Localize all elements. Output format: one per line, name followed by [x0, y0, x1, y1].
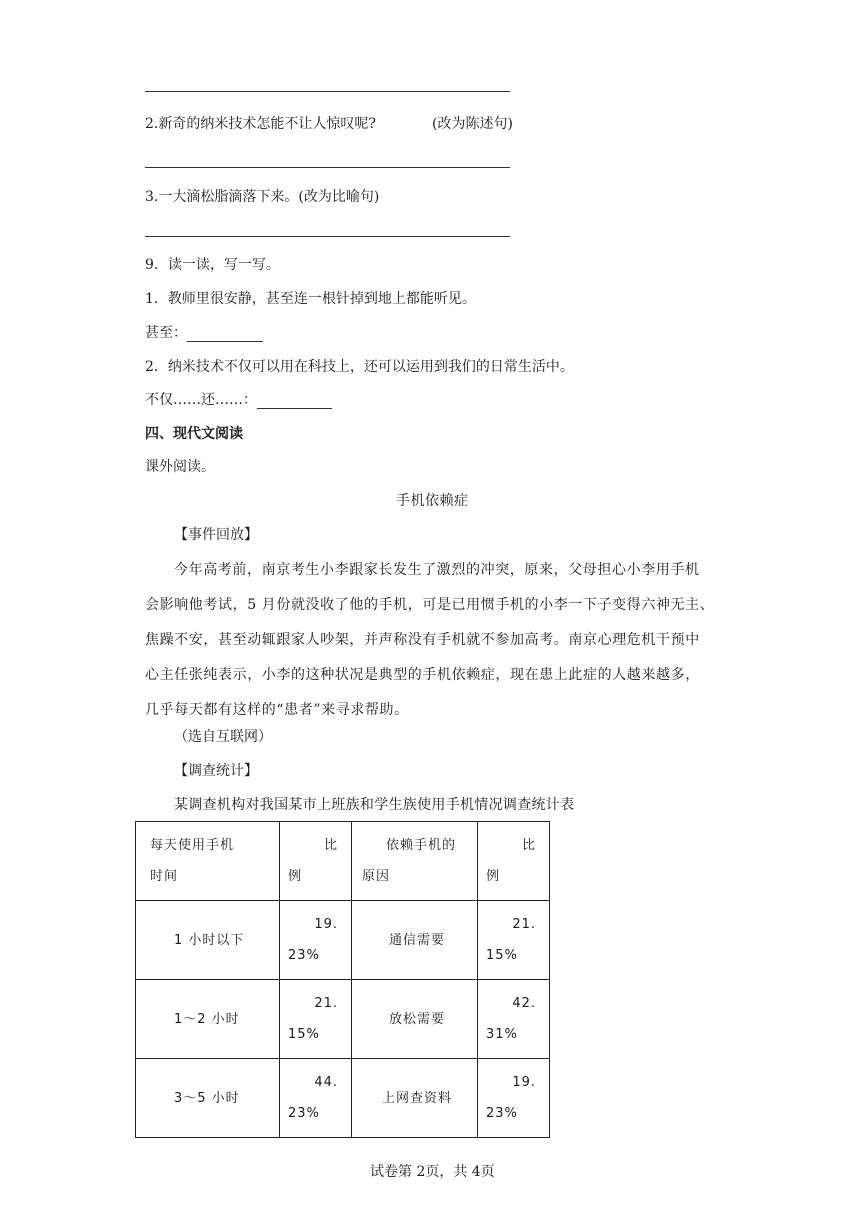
paragraph-line: 几乎每天都有这样的“患者”来寻求帮助。	[145, 702, 409, 718]
paragraph-line: 焦躁不安，甚至动辄跟家人吵架，并声称没有手机就不参加高考。南京心理危机干预中	[145, 632, 700, 648]
header-cell	[136, 822, 280, 901]
table-cell: 21. 15%	[478, 901, 550, 980]
header-cell	[280, 822, 352, 901]
article-paragraph	[145, 553, 720, 728]
q9-item1: 1．教师里很安静，甚至连一根针掉到地上都能听见。	[145, 291, 476, 307]
q9-item2-blank[interactable]	[257, 392, 332, 409]
section4-title: 四、现代文阅读	[145, 426, 243, 442]
header-text: 比 例	[288, 838, 338, 884]
header-text: 每天使用手机 时间	[150, 838, 235, 884]
answer-line-1	[145, 91, 510, 92]
stats-table	[135, 821, 550, 1138]
section4-intro: 课外阅读。	[145, 459, 215, 475]
table-row	[136, 1059, 550, 1138]
q2-hint: (改为陈述句)	[432, 116, 513, 132]
q9-item1-prompt: 甚至：	[145, 325, 187, 341]
q9-item2: 2．纳米技术不仅可以用在科技上，还可以运用到我们的日常生活中。	[145, 359, 574, 375]
table-cell: 1 小时以下	[136, 901, 280, 980]
q9-item2-prompt-row	[145, 389, 332, 409]
answer-line-2	[145, 167, 510, 168]
table-row	[136, 901, 550, 980]
answer-line-3	[145, 236, 510, 237]
paragraph-line: 今年高考前，南京考生小李跟家长发生了激烈的冲突，原来，父母担心小李用手机	[174, 562, 700, 578]
header-text: 比 例	[486, 838, 536, 884]
header-cell	[478, 822, 550, 901]
table-row	[136, 980, 550, 1059]
table-cell: 19. 23%	[478, 1059, 550, 1138]
page-footer: 试卷第 2页，共 4页	[370, 1164, 495, 1180]
q3-text: 3.一大滴松脂滴落下来。(改为比喻句)	[145, 189, 380, 205]
q9-item1-prompt-row	[145, 322, 263, 342]
header-text: 依赖手机的 原因	[362, 838, 457, 884]
header-cell	[352, 822, 478, 901]
paragraph-line: 会影响他考试，5 月份就没收了他的手机，可是已用惯手机的小李一下子变得六神无主、	[145, 597, 715, 613]
article-source: （选自互联网）	[174, 729, 272, 745]
article-heading-2: 【调查统计】	[174, 763, 258, 779]
q2-text: 2.新奇的纳米技术怎能不让人惊叹呢?	[145, 116, 376, 132]
table-cell: 3～5 小时	[136, 1059, 280, 1138]
table-header-row	[136, 822, 550, 901]
table-cell: 42. 31%	[478, 980, 550, 1059]
table-cell: 放松需要	[352, 980, 478, 1059]
article-title: 手机依赖症	[396, 493, 469, 509]
table-caption: 某调查机构对我国某市上班族和学生族使用手机情况调查统计表	[174, 797, 575, 813]
table-cell: 19. 23%	[280, 901, 352, 980]
q9-item2-prompt: 不仅……还……：	[145, 392, 257, 408]
table-cell: 通信需要	[352, 901, 478, 980]
paragraph-line: 心主任张纯表示，小李的这种状况是典型的手机依赖症，现在患上此症的人越来越多，	[145, 667, 700, 683]
q9-item1-blank[interactable]	[187, 325, 263, 342]
table-cell: 1～2 小时	[136, 980, 280, 1059]
table-cell: 21. 15%	[280, 980, 352, 1059]
article-heading-1: 【事件回放】	[174, 527, 258, 543]
table-cell: 上网查资料	[352, 1059, 478, 1138]
q9-title: 9．读一读，写一写。	[145, 257, 280, 273]
table-cell: 44. 23%	[280, 1059, 352, 1138]
